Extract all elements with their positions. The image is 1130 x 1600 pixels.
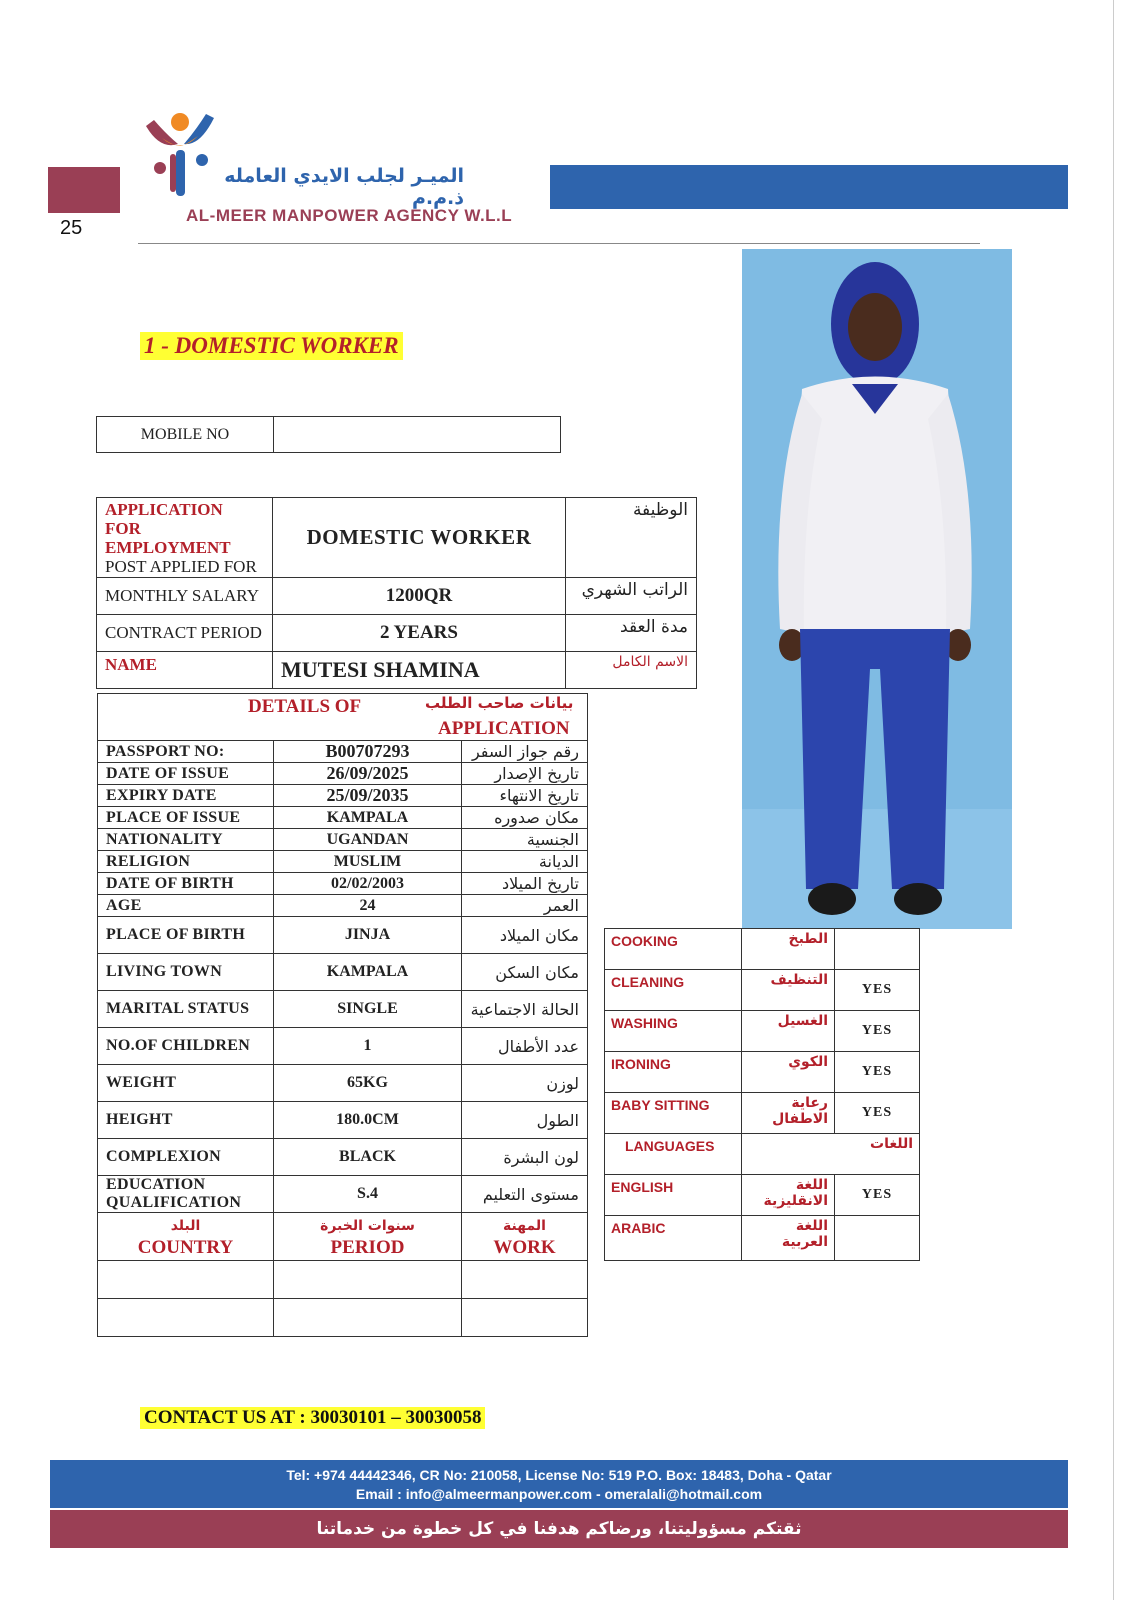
experience-cell (98, 1299, 274, 1337)
details-label: MARITAL STATUS (98, 991, 274, 1028)
details-header-ar: بيانات صاحب الطلب (425, 694, 574, 712)
details-label: NATIONALITY (98, 829, 274, 851)
applicant-photo (742, 249, 1012, 929)
skill-label: COOKING (605, 929, 742, 970)
page-edge-line (1113, 0, 1114, 1600)
company-name-arabic: الميـر لجلب الايدي العامله ذ.م.م (224, 165, 464, 209)
details-value: 25/09/2035 (274, 785, 462, 807)
experience-period-en: PERIOD (330, 1236, 405, 1258)
details-label-ar: تاريخ الميلاد (462, 873, 588, 895)
name-label: NAME (97, 652, 273, 689)
experience-cell (462, 1261, 588, 1299)
language-label: ARABIC (605, 1216, 742, 1261)
page-title: 1 - DOMESTIC WORKER (140, 332, 403, 360)
applicant-figure (742, 249, 1012, 929)
salary-label-ar: الراتب الشهري (566, 578, 697, 615)
details-label: WEIGHT (98, 1065, 274, 1102)
post-value: DOMESTIC WORKER (273, 498, 566, 578)
post-label-ar: الوظيفة (566, 498, 697, 578)
experience-cell (462, 1299, 588, 1337)
language-label: ENGLISH (605, 1175, 742, 1216)
page-number: 25 (60, 217, 83, 239)
details-value: 65KG (274, 1065, 462, 1102)
details-label: PLACE OF ISSUE (98, 807, 274, 829)
details-label-ar: العمر (462, 895, 588, 917)
experience-cell (274, 1299, 462, 1337)
details-label-ar: مكان السكن (462, 954, 588, 991)
details-header-en: DETAILS OF (248, 696, 362, 717)
details-value: 02/02/2003 (274, 873, 462, 895)
details-value: KAMPALA (274, 807, 462, 829)
details-value: UGANDAN (274, 829, 462, 851)
skill-label-ar: الطبخ (742, 929, 835, 970)
languages-label: LANGUAGES (605, 1134, 742, 1175)
contract-label-ar: مدة العقد (566, 615, 697, 652)
skill-label: WASHING (605, 1011, 742, 1052)
contract-label: CONTRACT PERIOD (97, 615, 273, 652)
experience-cell (98, 1261, 274, 1299)
skill-value: YES (835, 970, 920, 1011)
details-label-ar: الطول (462, 1102, 588, 1139)
skill-label: IRONING (605, 1052, 742, 1093)
skill-label-ar: رعاية الاطفال (742, 1093, 835, 1134)
language-value: YES (835, 1175, 920, 1216)
details-label: NO.OF CHILDREN (98, 1028, 274, 1065)
details-label: RELIGION (98, 851, 274, 873)
experience-work-header (462, 1213, 588, 1261)
details-label-ar: عدد الأطفال (462, 1028, 588, 1065)
skill-value (835, 929, 920, 970)
footer-slogan: ثقتكم مسؤوليتنا، ورضاكم هدفنا في كل خطوة من خدماتنا (50, 1510, 1068, 1548)
details-value: SINGLE (274, 991, 462, 1028)
skill-value: YES (835, 1052, 920, 1093)
experience-work-en: WORK (493, 1236, 556, 1258)
footer-contact-bar (50, 1460, 1068, 1508)
details-value: BLACK (274, 1139, 462, 1176)
header-divider (138, 243, 980, 244)
salary-label: MONTHLY SALARY (97, 578, 273, 615)
language-label-ar: اللغة العربية (742, 1216, 835, 1261)
experience-country-en: COUNTRY (137, 1236, 234, 1258)
details-label-ar: لون البشرة (462, 1139, 588, 1176)
skill-label-ar: الغسيل (742, 1011, 835, 1052)
name-value: MUTESI SHAMINA (273, 652, 566, 689)
details-label-ar: الديانة (462, 851, 588, 873)
details-header-en2: APPLICATION (438, 718, 570, 739)
mobile-label: MOBILE NO (97, 417, 274, 453)
skill-label-ar: الكوي (742, 1052, 835, 1093)
company-name-english: AL-MEER MANPOWER AGENCY W.L.L (186, 206, 513, 225)
details-value: JINJA (274, 917, 462, 954)
details-label-ar: مكان صدوره (462, 807, 588, 829)
salary-value: 1200QR (273, 578, 566, 615)
details-label-ar: مستوى التعليم (462, 1176, 588, 1213)
experience-cell (274, 1261, 462, 1299)
application-table (96, 497, 697, 689)
skill-label-ar: التنظيف (742, 970, 835, 1011)
skill-value: YES (835, 1011, 920, 1052)
skill-label: CLEANING (605, 970, 742, 1011)
details-value: 26/09/2025 (274, 763, 462, 785)
mobile-table (96, 416, 561, 453)
details-label: AGE (98, 895, 274, 917)
details-label: EXPIRY DATE (98, 785, 274, 807)
experience-country-ar: البلد (170, 1217, 201, 1234)
post-label-cell (97, 498, 273, 578)
experience-period-header (274, 1213, 462, 1261)
details-label-ar: رقم جواز السفر (462, 741, 588, 763)
mobile-value (274, 417, 561, 453)
details-label: COMPLEXION (98, 1139, 274, 1176)
contract-value: 2 YEARS (273, 615, 566, 652)
details-label: DATE OF ISSUE (98, 763, 274, 785)
skills-table (604, 928, 920, 1261)
details-label: PASSPORT NO: (98, 741, 274, 763)
details-value: MUSLIM (274, 851, 462, 873)
experience-work-ar: المهنة (503, 1217, 546, 1234)
skill-label: BABY SITTING (605, 1093, 742, 1134)
skill-value: YES (835, 1093, 920, 1134)
details-label-ar: الجنسية (462, 829, 588, 851)
details-label: LIVING TOWN (98, 954, 274, 991)
experience-country-header (98, 1213, 274, 1261)
details-value: 1 (274, 1028, 462, 1065)
details-value: KAMPALA (274, 954, 462, 991)
experience-period-ar: سنوات الخبرة (320, 1217, 415, 1234)
details-value: B00707293 (274, 741, 462, 763)
details-label: EDUCATION QUALIFICATION (98, 1176, 274, 1213)
footer-line-1: Tel: +974 44442346, CR No: 210058, License No: 519 P.O. Box: 18483, Doha - Qatar (286, 1467, 832, 1483)
details-table (97, 693, 588, 1337)
details-label-ar: مكان الميلاد (462, 917, 588, 954)
details-label-ar: لوزن (462, 1065, 588, 1102)
details-header-cell (98, 694, 588, 741)
contact-line: CONTACT US AT : 30030101 – 30030058 (140, 1407, 485, 1429)
footer-line-2: Email : info@almeermanpower.com - omeralali@hotmail.com (355, 1486, 763, 1502)
language-value (835, 1216, 920, 1261)
name-label-ar: الاسم الكامل (566, 652, 697, 689)
details-value: S.4 (274, 1176, 462, 1213)
header-blue-bar (550, 165, 1068, 209)
details-label: HEIGHT (98, 1102, 274, 1139)
languages-label-ar: اللغات (742, 1134, 920, 1175)
details-value: 180.0CM (274, 1102, 462, 1139)
post-applied-label: POST APPLIED FOR (105, 557, 257, 576)
header-maroon-block (48, 167, 120, 213)
details-label: DATE OF BIRTH (98, 873, 274, 895)
details-label: PLACE OF BIRTH (98, 917, 274, 954)
details-label-ar: الحالة الاجتماعية (462, 991, 588, 1028)
details-label-ar: تاريخ الإصدار (462, 763, 588, 785)
details-label-ar: تاريخ الانتهاء (462, 785, 588, 807)
company-logo (140, 110, 220, 202)
details-value: 24 (274, 895, 462, 917)
application-for-employment-label: APPLICATION FOR EMPLOYMENT (105, 500, 231, 557)
language-label-ar: اللغة الانقليزية (742, 1175, 835, 1216)
